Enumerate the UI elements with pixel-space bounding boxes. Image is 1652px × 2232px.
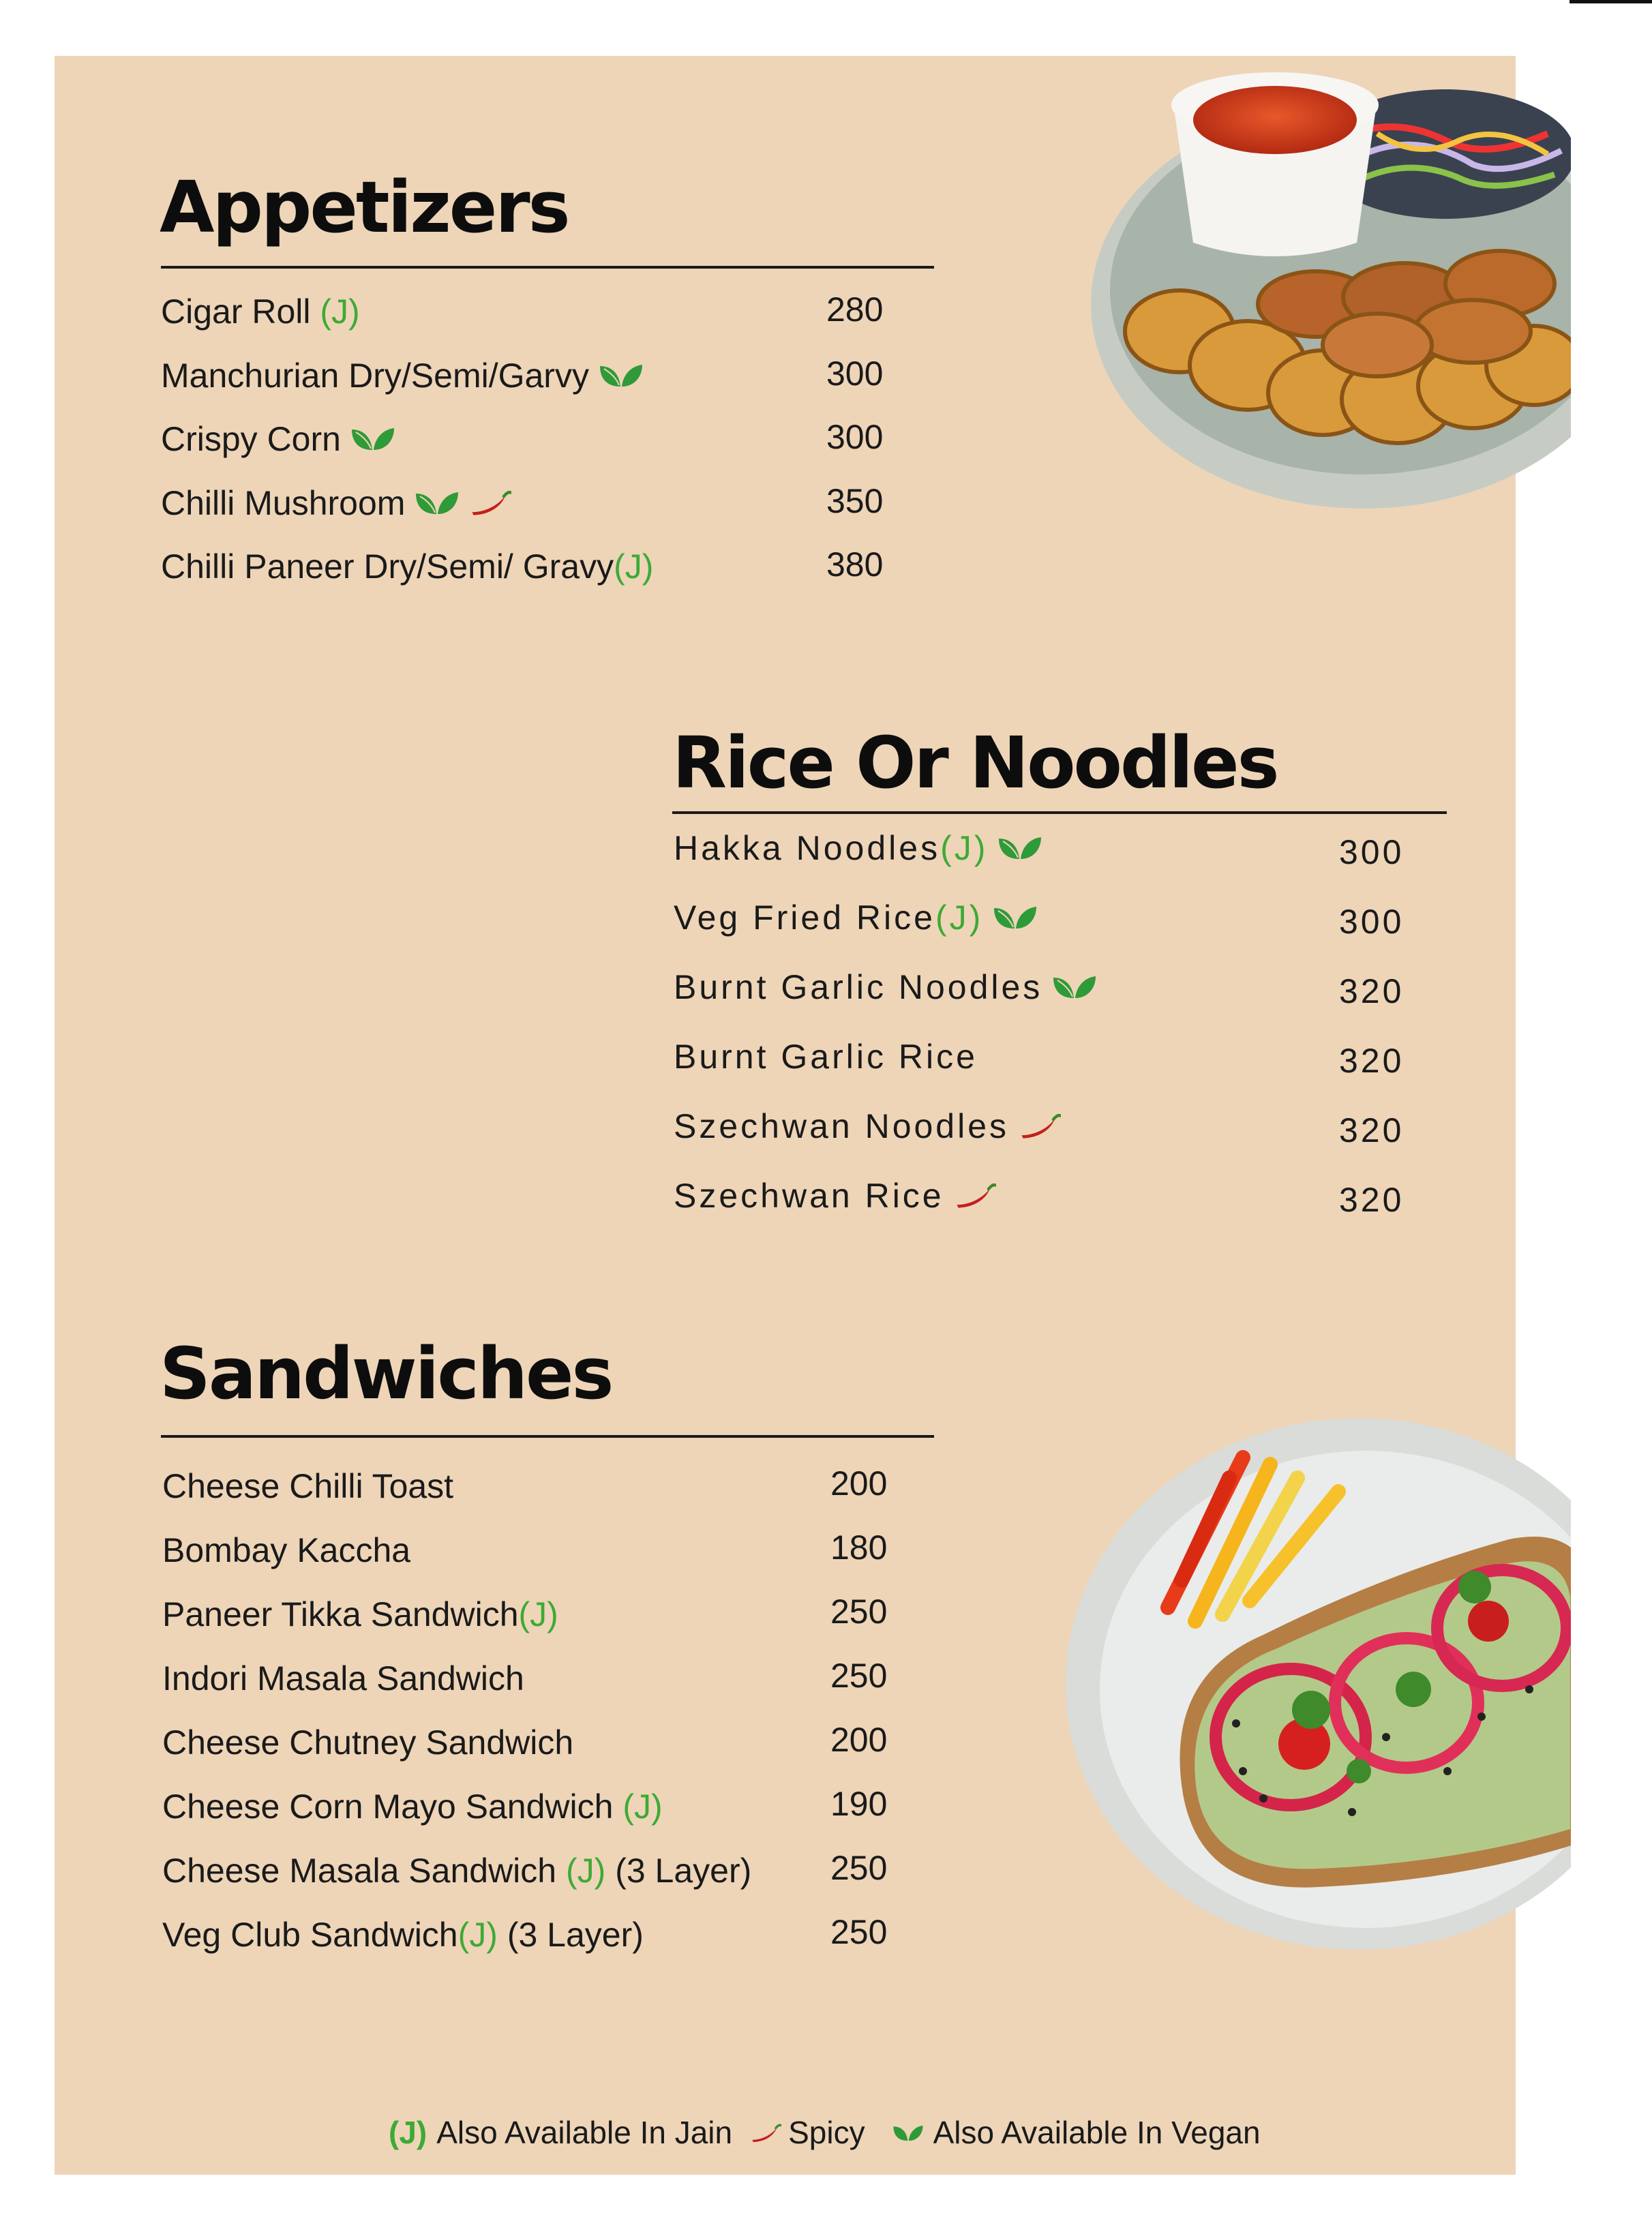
menu-item — [161, 481, 884, 524]
menu-item-price: 200 — [830, 1721, 888, 1759]
section-heading-sandwiches: Sandwiches — [160, 1332, 612, 1415]
menu-item-suffix: (3 Layer) — [605, 1852, 752, 1890]
leaf-icon — [892, 2114, 924, 2151]
leaf-icon — [1052, 974, 1097, 1001]
jain-mark: (J) — [622, 1788, 663, 1826]
menu-item-price: 320 — [1339, 972, 1405, 1010]
legend-spicy-text: Spicy — [788, 2115, 865, 2150]
menu-item-label: Cheese Chutney Sandwich — [162, 1723, 574, 1762]
section-heading-appetizers: Appetizers — [160, 166, 569, 249]
jain-mark: (J) — [518, 1595, 558, 1633]
menu-item — [161, 290, 884, 332]
leaf-icon — [350, 425, 395, 453]
menu-item-name — [161, 355, 644, 396]
menu-item — [161, 354, 884, 396]
chilli-icon — [469, 489, 511, 517]
menu-item — [162, 1593, 888, 1635]
menu-item-label: Burnt Garlic Rice — [674, 1038, 978, 1076]
menu-item-label: Paneer Tikka Sandwich — [162, 1595, 519, 1633]
jain-mark: (J) — [940, 829, 989, 867]
menu-item-price: 320 — [1339, 1111, 1405, 1149]
chilli-icon — [954, 1182, 996, 1209]
menu-item — [674, 1106, 1405, 1149]
menu-item — [674, 1036, 1405, 1080]
menu-item-name — [162, 1722, 573, 1763]
menu-item-price: 300 — [1339, 903, 1405, 941]
menu-item-label: Cheese Masala Sandwich — [162, 1852, 566, 1890]
menu-item-price: 280 — [826, 290, 884, 329]
menu-item-label: Hakka Noodles — [674, 829, 941, 867]
menu-item-name — [162, 1786, 663, 1827]
menu-item-name — [162, 1466, 453, 1507]
menu-item-name — [674, 967, 1097, 1008]
menu-item-name — [674, 1175, 996, 1216]
jain-mark: (J) — [457, 1916, 498, 1954]
menu-item-price: 250 — [830, 1657, 888, 1695]
menu-item — [161, 545, 884, 587]
jain-mark: (J) — [935, 899, 984, 937]
menu-item — [162, 1657, 888, 1699]
menu-item — [162, 1464, 888, 1507]
menu-item-price: 300 — [1339, 833, 1405, 871]
leaf-icon — [997, 834, 1042, 862]
menu-item-name — [161, 483, 511, 524]
menu-item-name — [162, 1914, 644, 1955]
menu-item-label: Veg Fried Rice — [674, 899, 935, 937]
menu-item-label: Burnt Garlic Noodles — [674, 968, 1043, 1006]
menu-item-suffix: (3 Layer) — [497, 1916, 644, 1954]
menu-item-name — [162, 1530, 410, 1571]
menu-item-price: 380 — [826, 545, 884, 584]
menu-item-label: Veg Club Sandwich — [162, 1916, 458, 1954]
menu-item-name — [674, 828, 1042, 869]
menu-item-name — [162, 1850, 751, 1891]
legend-jain-text: Also Available In Jain — [436, 2115, 733, 2150]
section-rule — [672, 811, 1447, 814]
menu-item-label: Chilli Paneer Dry/Semi/ Gravy — [161, 547, 614, 586]
menu-item-name — [162, 1594, 558, 1635]
menu-item-price: 300 — [826, 418, 884, 456]
menu-item-label: Manchurian Dry/Semi/Garvy — [161, 356, 589, 395]
menu-item-price: 320 — [1339, 1181, 1405, 1219]
leaf-icon — [599, 362, 644, 389]
menu-item — [162, 1721, 888, 1763]
section-rule — [161, 1435, 934, 1438]
legend-vegan-text: Also Available In Vegan — [933, 2115, 1261, 2150]
section-heading-rice-noodles: Rice Or Noodles — [672, 721, 1278, 804]
menu-item-label: Szechwan Rice — [674, 1177, 944, 1215]
leaf-icon — [415, 489, 460, 517]
menu-item-name — [162, 1658, 524, 1699]
menu-item-name — [674, 897, 1038, 938]
menu-item-price: 320 — [1339, 1042, 1405, 1080]
menu-item-price: 190 — [830, 1785, 888, 1823]
jain-mark: (J) — [320, 292, 360, 331]
menu-item — [674, 828, 1405, 871]
menu-item — [161, 418, 884, 459]
menu-item — [674, 1175, 1405, 1219]
menu-item-price: 300 — [826, 354, 884, 393]
menu-item-label: Cigar Roll — [161, 292, 320, 331]
section-rule — [161, 266, 934, 269]
jain-mark: (J) — [566, 1852, 606, 1890]
menu-item — [162, 1785, 888, 1827]
menu-item-name — [161, 291, 360, 332]
chilli-icon — [750, 2114, 781, 2151]
jain-mark: (J) — [614, 547, 654, 586]
menu-item-label: Cheese Chilli Toast — [162, 1467, 454, 1505]
menu-item-label: Szechwan Noodles — [674, 1107, 1010, 1145]
menu-item-name — [161, 419, 395, 459]
menu-item-name — [161, 546, 653, 587]
menu-item-name — [674, 1106, 1061, 1147]
fried-appetizer-platter-photo — [1091, 59, 1571, 522]
leaf-icon — [993, 904, 1038, 931]
menu-item — [162, 1528, 888, 1571]
menu-item-label: Bombay Kaccha — [162, 1531, 411, 1569]
legend — [389, 2112, 1261, 2153]
menu-item-name — [674, 1036, 978, 1077]
menu-item-price: 200 — [830, 1464, 888, 1503]
chilli-icon — [1019, 1113, 1061, 1140]
corner-rule — [1570, 0, 1652, 3]
menu-item-label: Indori Masala Sandwich — [162, 1659, 524, 1698]
menu-item-price: 250 — [830, 1849, 888, 1887]
menu-item-label: Chilli Mushroom — [161, 483, 406, 522]
menu-item — [162, 1913, 888, 1955]
avocado-toast-plate-photo — [1066, 1417, 1571, 1951]
menu-item-label: Crispy Corn — [161, 420, 341, 458]
menu-item — [674, 967, 1405, 1010]
menu-item-price: 250 — [830, 1593, 888, 1631]
menu-item-price: 350 — [826, 481, 884, 520]
menu-item-price: 180 — [830, 1528, 888, 1567]
menu-item — [162, 1849, 888, 1891]
menu-item — [674, 897, 1405, 941]
menu-item-label: Cheese Corn Mayo Sandwich — [162, 1788, 623, 1826]
legend-jain-mark: (J) — [389, 2115, 427, 2150]
menu-item-price: 250 — [830, 1913, 888, 1951]
